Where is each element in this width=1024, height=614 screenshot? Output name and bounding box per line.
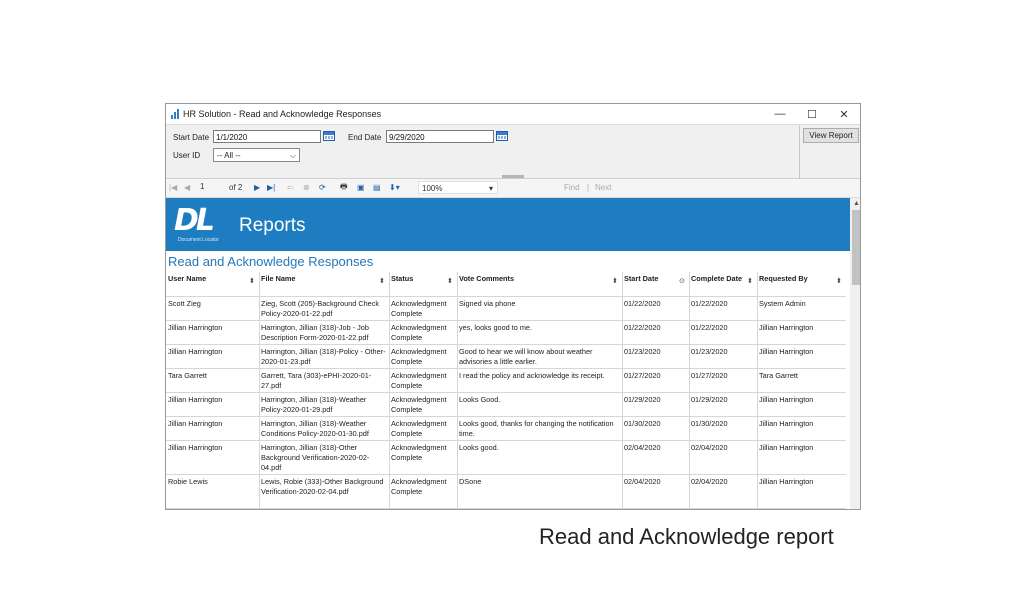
- table-cell: Tara Garrett: [168, 371, 207, 380]
- table-row: [166, 345, 846, 369]
- end-date-input[interactable]: 9/29/2020: [386, 130, 494, 143]
- column-header[interactable]: Requested By: [759, 274, 808, 283]
- page-count: of 2: [229, 183, 243, 192]
- table-cell: 01/22/2020: [624, 299, 661, 308]
- first-page-icon[interactable]: |◀: [169, 183, 178, 192]
- zoom-value: 100%: [422, 184, 443, 193]
- report-table: [166, 272, 846, 509]
- table-cell: Good to hear we will know about weather advisories a little earlier.: [459, 347, 593, 366]
- page-setup-icon[interactable]: ▤: [373, 183, 381, 192]
- toolbar-separator: |: [587, 183, 590, 192]
- column-header[interactable]: Status: [391, 274, 414, 283]
- table-cell: I read the policy and acknowledge its receipt.: [459, 371, 605, 380]
- stop-icon[interactable]: ⊗: [303, 183, 310, 192]
- table-cell: Jillian Harrington: [759, 419, 814, 428]
- table-cell: Harrington, Jillian (318)-Policy - Other-2020-01-23.pdf: [261, 347, 386, 366]
- table-cell: 02/04/2020: [624, 443, 661, 452]
- sort-icon[interactable]: ⬍: [249, 278, 255, 285]
- table-cell: 01/29/2020: [691, 395, 728, 404]
- table-cell: Jillian Harrington: [759, 323, 814, 332]
- table-cell: 02/04/2020: [691, 443, 728, 452]
- table-cell: 02/04/2020: [624, 477, 661, 486]
- refresh-icon[interactable]: ⟳: [319, 183, 326, 192]
- window-title: HR Solution - Read and Acknowledge Responses: [183, 109, 382, 119]
- column-header[interactable]: Start Date: [624, 274, 659, 283]
- bar-chart-icon: [171, 109, 179, 119]
- table-cell: 01/27/2020: [624, 371, 661, 380]
- sort-icon[interactable]: ⬍: [379, 278, 385, 285]
- table-cell: Looks good, thanks for changing the notification time.: [459, 419, 614, 438]
- table-cell: Jillian Harrington: [168, 395, 223, 404]
- document-locator-logo: DL: [174, 203, 213, 238]
- table-cell: Jillian Harrington: [168, 419, 223, 428]
- table-cell: Jillian Harrington: [759, 443, 814, 452]
- sort-icon[interactable]: ⬍: [836, 278, 842, 285]
- table-row: [166, 417, 846, 441]
- report-viewer: [166, 198, 860, 510]
- chevron-down-icon: ▾: [488, 184, 493, 193]
- table-cell: Jillian Harrington: [168, 443, 223, 452]
- table-cell: Robie Lewis: [168, 477, 208, 486]
- sort-icon[interactable]: ⬍: [447, 278, 453, 285]
- user-id-select[interactable]: [213, 148, 300, 162]
- find-next-link[interactable]: Next: [595, 183, 612, 192]
- sort-icon[interactable]: ⊙: [679, 278, 685, 285]
- table-cell: Jillian Harrington: [168, 347, 223, 356]
- caption: Read and Acknowledge report: [539, 524, 834, 549]
- table-cell: Acknowledgment Complete: [391, 323, 447, 342]
- table-cell: Acknowledgment Complete: [391, 395, 447, 414]
- banner-title: Reports: [239, 215, 306, 236]
- table-row: [166, 297, 846, 321]
- table-cell: Acknowledgment Complete: [391, 371, 447, 390]
- export-icon[interactable]: ⬇▾: [389, 183, 400, 192]
- table-cell: Lewis, Robie (333)-Other Background Verification-2020-02-04.pdf: [261, 477, 384, 496]
- table-row: [166, 369, 846, 393]
- back-icon[interactable]: ⇦: [287, 183, 294, 192]
- panel-splitter-handle[interactable]: [502, 175, 524, 178]
- start-date-input[interactable]: 1/1/2020: [213, 130, 321, 143]
- start-date-label: Start Date: [173, 133, 210, 142]
- page-number-input[interactable]: 1: [200, 182, 205, 191]
- report-toolbar: [166, 179, 860, 198]
- report-title: Read and Acknowledge Responses: [168, 254, 374, 269]
- table-cell: Signed via phone: [459, 299, 516, 308]
- table-row: [166, 321, 846, 345]
- table-cell: Acknowledgment Complete: [391, 347, 447, 366]
- view-report-button[interactable]: View Report: [803, 128, 859, 143]
- table-cell: Acknowledgment Complete: [391, 443, 447, 462]
- table-cell: Looks good.: [459, 443, 499, 452]
- table-cell: Acknowledgment Complete: [391, 419, 447, 438]
- find-link[interactable]: Find: [564, 183, 580, 192]
- table-cell: 02/04/2020: [691, 477, 728, 486]
- table-row: [166, 393, 846, 417]
- previous-page-icon[interactable]: ◀: [184, 183, 191, 192]
- maximize-button[interactable]: ☐: [807, 108, 817, 121]
- print-icon[interactable]: 🖶: [340, 181, 348, 191]
- table-cell: Acknowledgment Complete: [391, 477, 447, 496]
- last-page-icon[interactable]: ▶|: [267, 183, 276, 192]
- table-cell: 01/27/2020: [691, 371, 728, 380]
- column-header[interactable]: Complete Date: [691, 274, 743, 283]
- report-window: [165, 103, 861, 510]
- table-cell: Zieg, Scott (205)-Background Check Policy-2020-01-22.pdf: [261, 299, 380, 318]
- sort-icon[interactable]: ⬍: [612, 278, 618, 285]
- table-cell: Harrington, Jillian (318)-Weather Policy-2020-01-29.pdf: [261, 395, 367, 414]
- logo-subtitle: Document Locator: [178, 237, 219, 243]
- vertical-scrollbar[interactable]: [850, 198, 860, 510]
- next-page-icon[interactable]: ▶: [254, 183, 261, 192]
- report-banner: [166, 198, 850, 251]
- table-cell: Harrington, Jillian (318)-Weather Conditions Policy-2020-01-30.pdf: [261, 419, 369, 438]
- sort-icon[interactable]: ⬍: [747, 278, 753, 285]
- end-date-label: End Date: [348, 133, 382, 142]
- zoom-select[interactable]: [418, 181, 498, 194]
- close-button[interactable]: ✕: [839, 108, 849, 121]
- table-cell: 01/30/2020: [691, 419, 728, 428]
- table-cell: 01/30/2020: [624, 419, 661, 428]
- scrollbar-thumb[interactable]: [852, 210, 860, 285]
- chevron-down-icon: ⌵: [289, 151, 296, 160]
- table-cell: 01/23/2020: [691, 347, 728, 356]
- user-id-select-value: -- All --: [217, 151, 241, 160]
- print-layout-icon[interactable]: ▣: [357, 183, 365, 192]
- minimize-button[interactable]: —: [774, 108, 786, 120]
- table-header: [166, 272, 846, 297]
- table-cell: 01/22/2020: [691, 323, 728, 332]
- parameters-panel: [166, 124, 860, 179]
- divider: [799, 125, 800, 178]
- end-date-calendar-icon[interactable]: [496, 131, 508, 141]
- start-date-calendar-icon[interactable]: [323, 131, 335, 141]
- table-cell: Garrett, Tara (303)-ePHI-2020-01-27.pdf: [261, 371, 372, 390]
- column-header[interactable]: File Name: [261, 274, 296, 283]
- table-cell: Jillian Harrington: [168, 323, 223, 332]
- title-bar: [166, 104, 860, 124]
- table-cell: Acknowledgment Complete: [391, 299, 447, 318]
- user-id-label: User ID: [173, 151, 201, 160]
- table-cell: Harrington, Jillian (318)-Other Background Verification-2020-02-04.pdf: [261, 443, 370, 472]
- table-cell: Jillian Harrington: [759, 477, 814, 486]
- table-cell: 01/22/2020: [691, 299, 728, 308]
- table-cell: 01/23/2020: [624, 347, 661, 356]
- scroll-up-icon[interactable]: ▲: [853, 200, 860, 207]
- column-header[interactable]: User Name: [168, 274, 207, 283]
- table-cell: yes, looks good to me.: [459, 323, 533, 332]
- table-row: [166, 475, 846, 509]
- table-cell: 01/22/2020: [624, 323, 661, 332]
- table-cell: 01/29/2020: [624, 395, 661, 404]
- table-cell: Jillian Harrington: [759, 347, 814, 356]
- table-cell: Jillian Harrington: [759, 395, 814, 404]
- table-row: [166, 441, 846, 475]
- table-cell: Harrington, Jillian (318)-Job - Job Description Form-2020-01-22.pdf: [261, 323, 369, 342]
- table-cell: System Admin: [759, 299, 806, 308]
- table-cell: Tara Garrett: [759, 371, 798, 380]
- column-header[interactable]: Vote Comments: [459, 274, 515, 283]
- table-cell: Scott Zieg: [168, 299, 201, 308]
- table-cell: DSone: [459, 477, 482, 486]
- table-cell: Looks Good.: [459, 395, 501, 404]
